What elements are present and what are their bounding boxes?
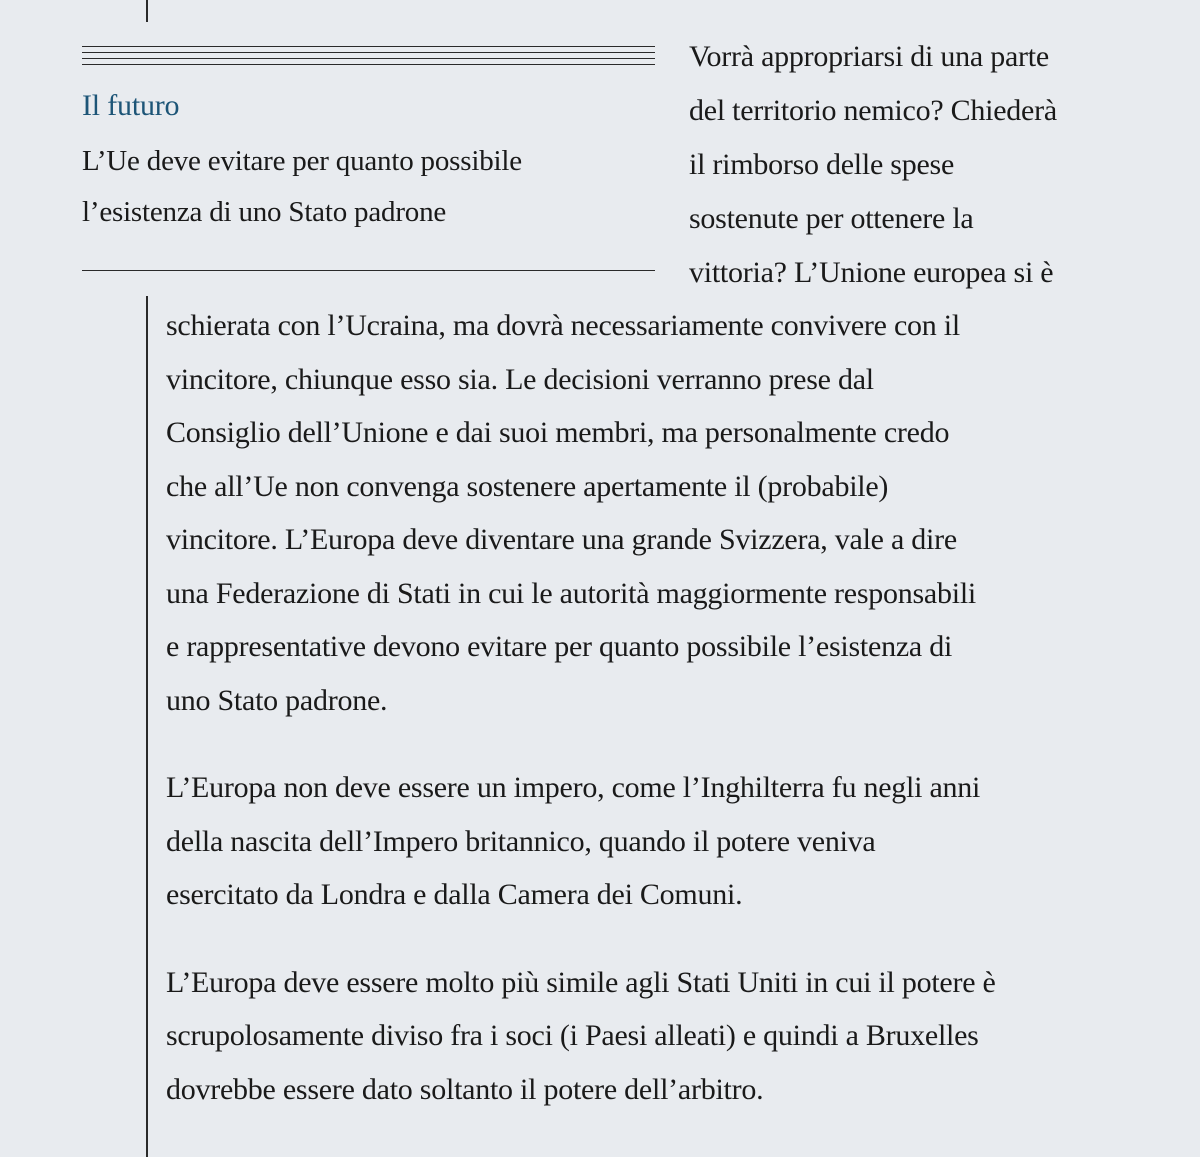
text-line: della nascita dell’Impero britannico, quando il potere veniva xyxy=(166,824,876,858)
pull-quote-bottom-rule xyxy=(82,270,655,271)
pull-quote-text xyxy=(82,136,642,238)
text-line: e rappresentative devono evitare per quanto possibile l’esistenza di xyxy=(166,630,953,663)
article-body xyxy=(166,299,1186,1116)
text-line: L’Europa deve essere molto più simile agli Stati Uniti in cui il potere è xyxy=(166,965,996,999)
pull-quote-top-rules xyxy=(82,44,655,64)
text-line: che all’Ue non convenga sostenere apertamente il (probabile) xyxy=(166,469,889,503)
vertical-rule-main xyxy=(146,296,148,1157)
text-line: dovrebbe essere dato soltanto il potere dell’arbitro. xyxy=(166,1072,764,1106)
text-line: Consiglio dell’Unione e dai suoi membri, ma personalmente credo xyxy=(166,416,950,449)
text-line: una Federazione di Stati in cui le autorità maggiormente responsabili xyxy=(166,576,977,610)
text-line: scrupolosamente diviso fra i soci (i Paesi alleati) e quindi a Bruxelles xyxy=(166,1019,979,1052)
paragraph xyxy=(166,299,1186,727)
text-line: del territorio nemico? Chiederà xyxy=(689,94,1057,127)
right-column-text xyxy=(689,30,1189,300)
text-line: sostenute per ottenere la xyxy=(689,202,974,235)
paragraph xyxy=(166,761,1186,922)
vertical-rule-top xyxy=(146,0,148,22)
text-line: L’Europa non deve essere un impero, come l’Inghilterra fu negli anni xyxy=(166,771,981,804)
text-line: Vorrà appropriarsi di una parte xyxy=(689,40,1049,73)
text-line: vittoria? L’Unione europea si è xyxy=(689,256,1054,289)
text-line: esercitato da Londra e dalla Camera dei Comuni. xyxy=(166,878,743,911)
pull-quote xyxy=(82,44,655,238)
text-line: il rimborso delle spese xyxy=(689,148,955,181)
text-line: uno Stato padrone. xyxy=(166,683,388,717)
pull-quote-line: l’esistenza di uno Stato padrone xyxy=(82,196,447,228)
text-line: schierata con l’Ucraina, ma dovrà necessariamente convivere con il xyxy=(166,309,960,342)
pull-quote-heading: Il futuro xyxy=(82,89,180,122)
paragraph xyxy=(166,956,1186,1117)
text-line: vincitore. L’Europa deve diventare una grande Svizzera, vale a dire xyxy=(166,523,957,556)
text-line: vincitore, chiunque esso sia. Le decisioni verranno prese dal xyxy=(166,362,874,396)
pull-quote-line: L’Ue deve evitare per quanto possibile xyxy=(82,145,522,177)
